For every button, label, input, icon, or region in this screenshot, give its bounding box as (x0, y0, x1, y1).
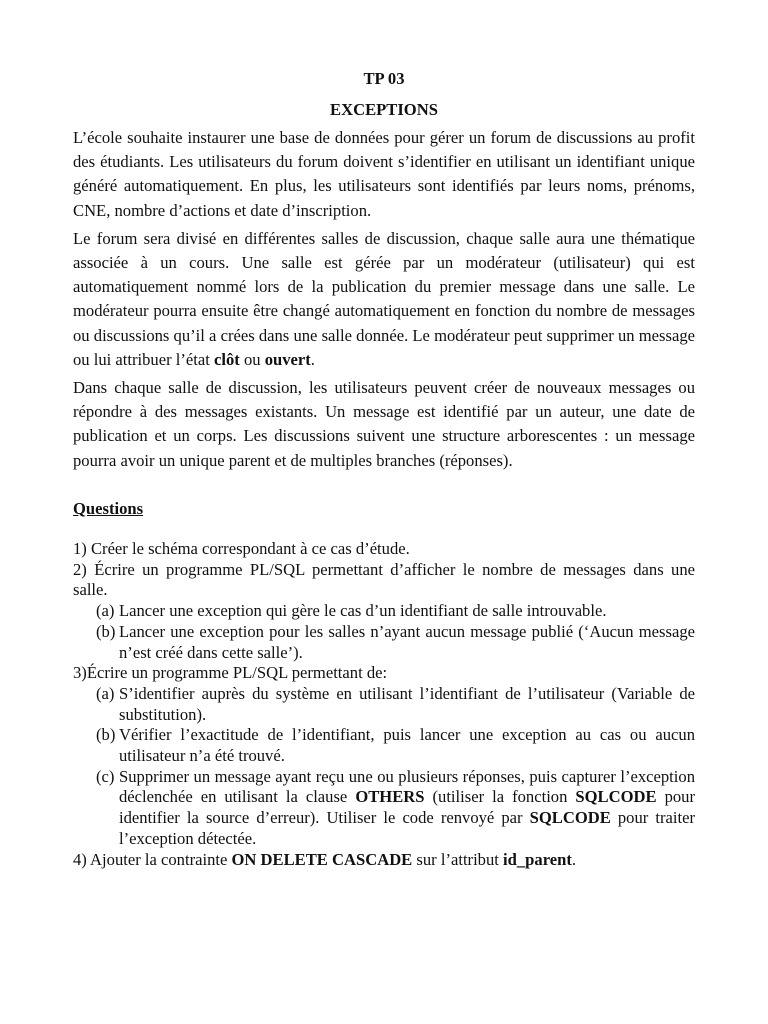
question-4-part-3: . (571, 849, 577, 869)
keyword-id-parent: id_parent (503, 849, 572, 869)
questions-heading: Questions (73, 498, 144, 518)
question-4 (73, 850, 695, 871)
question-4-part-1: 4) Ajouter la contrainte (73, 849, 232, 869)
question-3c-label: (c) (96, 766, 115, 786)
document-subtitle: EXCEPTIONS (330, 100, 438, 119)
document-content (73, 67, 695, 870)
question-2b-text: Lancer une exception pour les salles n’ayant aucun message publié (‘Aucun message n’est créé dans cette salle’). (119, 621, 695, 662)
question-3a-text: S’identifier auprès du système en utilisant l’identifiant de l’utilisateur (Variable de substitution). (119, 683, 695, 724)
question-3a-label: (a) (96, 683, 115, 703)
question-2a (96, 601, 695, 622)
questions-list (73, 539, 695, 870)
question-3b-label: (b) (96, 725, 116, 745)
question-3c-text (119, 767, 695, 850)
question-3c (96, 767, 695, 850)
document-title: TP 03 (363, 69, 405, 88)
question-2a-text: Lancer une exception qui gère le cas d’un identifiant de salle introuvable. (119, 601, 607, 621)
keyword-on-delete-cascade: ON DELETE CASCADE (231, 849, 413, 869)
question-3a (96, 684, 695, 725)
question-4-part-2: sur l’attribut (412, 849, 504, 869)
question-2b-label: (b) (96, 621, 116, 641)
keyword-sqlcode-1: SQLCODE (575, 787, 657, 807)
paragraph-3: Dans chaque salle de discussion, les utilisateurs peuvent créer de nouveaux messages ou répondre à des messages existants. Un message est identifié par un auteur, une date de publication et un corps. Les discussions suivent une structure arborescentes : un message pourra avoir un unique parent et de multiples branches (réponses). (73, 378, 695, 470)
question-3: 3)Écrire un programme PL/SQL permettant de: (73, 663, 388, 683)
question-3c-part-2: (utiliser la fonction (424, 787, 576, 807)
paragraph-2-end: . (310, 349, 315, 369)
question-3c-part-3: pour identifier la source d’erreur). Utiliser le code renvoyé par (119, 787, 696, 828)
paragraph-2-mid: ou (239, 349, 265, 369)
question-2a-label: (a) (96, 601, 115, 621)
question-3c-part-4: pour traiter l’exception détectée. (119, 808, 695, 848)
question-2b (96, 622, 695, 663)
question-1: 1) Créer le schéma correspondant à ce cas d’étude. (73, 539, 410, 559)
intro-section (73, 126, 695, 473)
paragraph-2-text: Le forum sera divisé en différentes salles de discussion, chaque salle aura une thématique associée à un cours. Une salle est gérée par un modérateur (utilisateur) qui est automatiquement nommé lors de la publication du premier message dans une salle. Le modérateur pourra ensuite être changé automatiquement en fonction du nombre de messages ou discussions qu’il a crées dans une salle donnée. Le modérateur peut supprimer un message ou lui attribuer l’état (73, 228, 695, 369)
keyword-sqlcode-2: SQLCODE (529, 808, 611, 828)
paragraph-1: L’école souhaite instaurer une base de données pour gérer un forum de discussions au profit des étudiants. Les utilisateurs du forum doivent s’identifier en utilisant un identifiant unique généré automatiquement. En plus, les utilisateurs sont identifiés par leurs noms, prénoms, CNE, nombre d’actions et date d’inscription. (73, 128, 695, 220)
question-3b-text: Vérifier l’exactitude de l’identifiant, puis lancer une exception au cas ou aucun utilisateur n’a été trouvé. (119, 725, 695, 766)
state-open: ouvert (264, 349, 311, 369)
paragraph-2 (73, 227, 695, 372)
question-2: 2) Écrire un programme PL/SQL permettant d’afficher le nombre de messages dans une salle. (73, 559, 695, 600)
question-3c-part-1: Supprimer un message ayant reçu une ou plusieurs réponses, puis capturer l’exception déclenchée en utilisant la clause (119, 766, 695, 807)
question-3b (96, 725, 695, 766)
keyword-others: OTHERS (355, 787, 425, 807)
state-closed: clôt (214, 349, 240, 369)
